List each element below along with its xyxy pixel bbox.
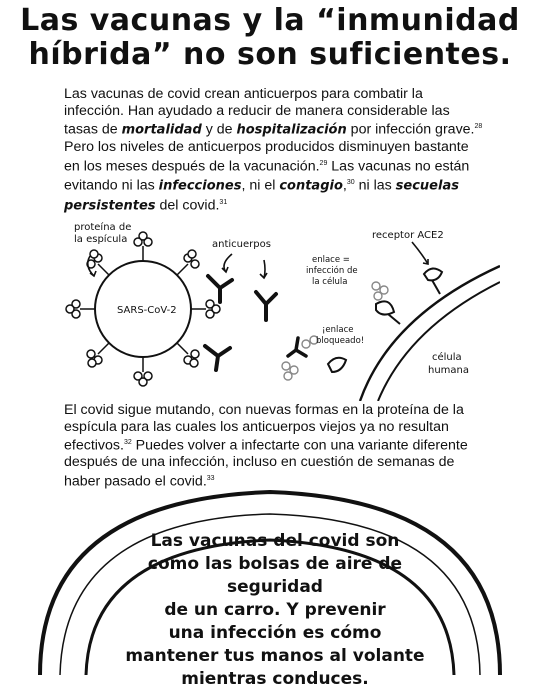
text: por infección grave. <box>346 121 475 138</box>
footnote-ref: 33 <box>206 474 215 482</box>
footnote-ref: 30 <box>346 178 355 186</box>
text: Las vacunas no están evitando ni las <box>64 158 470 194</box>
emphasis-mortality: mortalidad <box>121 122 202 138</box>
emphasis-contagion: contagio <box>279 178 343 194</box>
quote-line-3: de un carro. Y prevenir <box>164 600 386 620</box>
emphasis-long-covid: secuelas persistentes <box>64 178 459 214</box>
antibodies-label: anticuerpos <box>212 239 271 250</box>
binding-label-3: la célula <box>312 277 348 287</box>
text: El covid sigue mutando, con nuevas formas en la proteína de la espícula para las cuales los anticuerpos viejos ya no resultan efectivos. <box>64 402 464 454</box>
emphasis-infections: infecciones <box>158 178 242 194</box>
text: Puedes volver a infectarte con una variante diferente después de una infección, incluso en cuestión de semanas de haber pasado el covid. <box>64 437 468 490</box>
spike-label-1: proteína de <box>74 222 132 233</box>
text: del covid. <box>155 197 220 214</box>
quote-line-1: Las vacunas del covid son <box>150 531 400 551</box>
footnote-ref: 28 <box>474 123 483 130</box>
text: y de <box>201 121 237 138</box>
cell-label-1: célula <box>432 352 462 363</box>
text: , ni el <box>241 177 280 194</box>
receptor-label: receptor ACE2 <box>372 230 444 241</box>
text: Pero los niveles de anticuerpos producidos disminuyen bastante en los meses después de la vacunación. <box>64 139 469 175</box>
quote-line-5: mantener tus manos al volante <box>125 646 425 666</box>
quote-line-4: una infección es cómo <box>168 623 382 643</box>
binding-label-1: enlace = <box>312 255 350 265</box>
quote-line-6: mientras conduces. <box>181 669 369 689</box>
spike-label-2: la espícula <box>74 234 128 245</box>
text: Las vacunas de covid crean anticuerpos para combatir la infección. Han ayudado a reducir de manera considerable las tasas de <box>64 86 450 138</box>
virus-label: SARS-CoV-2 <box>117 305 177 316</box>
text: , <box>342 177 347 194</box>
footnote-ref: 31 <box>219 199 228 207</box>
quote-line-2: como las bolsas de aire de seguridad <box>147 554 403 597</box>
text: ni las <box>354 177 396 194</box>
binding-label-2: infección de <box>306 266 358 276</box>
cell-label-2: humana <box>428 365 470 376</box>
emphasis-hospitalization: hospitalización <box>236 122 347 138</box>
footnote-ref: 32 <box>123 439 132 446</box>
steering-wheel-quote <box>125 530 425 691</box>
blocked-label-1: ¡enlace <box>322 325 354 335</box>
blocked-label-2: bloqueado! <box>316 336 365 346</box>
title-line-1: Las vacunas y la “inmunidad <box>20 3 520 38</box>
title-line-2: híbrida” no son suficientes. <box>28 37 512 72</box>
footnote-ref: 29 <box>319 159 328 167</box>
